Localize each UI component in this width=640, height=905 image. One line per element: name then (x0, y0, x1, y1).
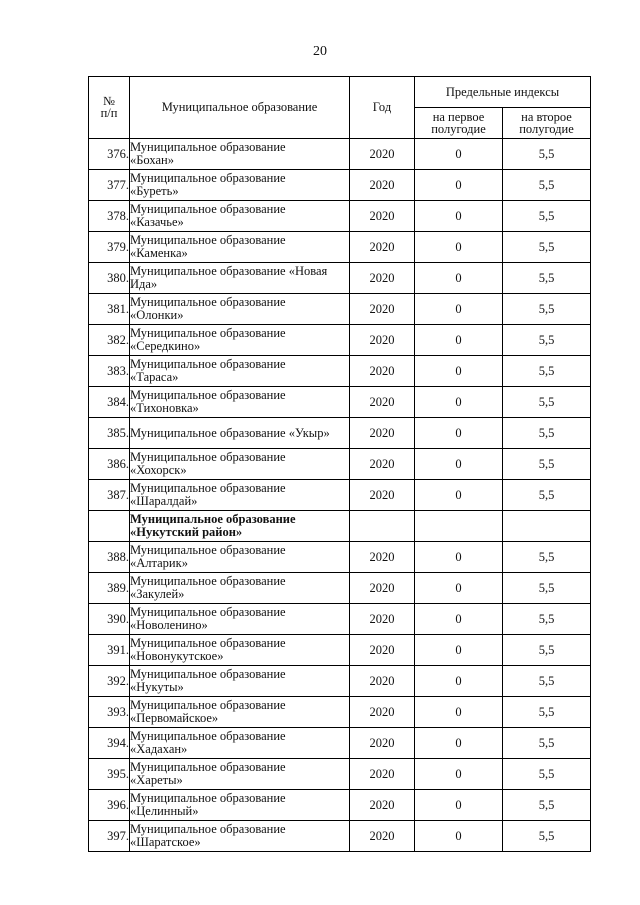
second-half-index: 5,5 (503, 666, 591, 697)
year-cell: 2020 (350, 387, 415, 418)
table-row (89, 170, 591, 201)
year-cell (350, 511, 415, 542)
table-row (89, 542, 591, 573)
row-number: 394. (89, 728, 130, 759)
second-half-index: 5,5 (503, 604, 591, 635)
row-number: 378. (89, 201, 130, 232)
first-half-index: 0 (415, 387, 503, 418)
first-half-index: 0 (415, 573, 503, 604)
table-row (89, 604, 591, 635)
header-name (130, 77, 350, 139)
year-cell: 2020 (350, 728, 415, 759)
header-year-label: Год (372, 100, 392, 114)
row-number: 397. (89, 821, 130, 852)
municipality-name: Муниципальное образование «Хохорск» (130, 449, 350, 480)
municipality-name: Муниципальное образование «Хадахан» (130, 728, 350, 759)
year-cell: 2020 (350, 170, 415, 201)
first-half-index: 0 (415, 821, 503, 852)
second-half-index: 5,5 (503, 387, 591, 418)
table-row (89, 573, 591, 604)
second-half-index: 5,5 (503, 542, 591, 573)
second-half-index: 5,5 (503, 294, 591, 325)
table-row (89, 294, 591, 325)
table-row (89, 325, 591, 356)
year-cell: 2020 (350, 201, 415, 232)
year-cell: 2020 (350, 697, 415, 728)
header-second-half-label: на второе полугодие (519, 110, 574, 136)
first-half-index: 0 (415, 449, 503, 480)
second-half-index: 5,5 (503, 728, 591, 759)
table-row (89, 139, 591, 170)
first-half-index: 0 (415, 759, 503, 790)
row-number: 382. (89, 325, 130, 356)
first-half-index: 0 (415, 728, 503, 759)
second-half-index: 5,5 (503, 821, 591, 852)
municipality-name: Муниципальное образование «Шаралдай» (130, 480, 350, 511)
header-num (89, 77, 130, 139)
table-row (89, 356, 591, 387)
page-number: 20 (313, 44, 327, 59)
second-half-index: 5,5 (503, 449, 591, 480)
year-cell: 2020 (350, 356, 415, 387)
group-row (89, 511, 591, 542)
year-cell: 2020 (350, 263, 415, 294)
second-half-index: 5,5 (503, 480, 591, 511)
year-cell: 2020 (350, 759, 415, 790)
row-number: 396. (89, 790, 130, 821)
municipality-name: Муниципальное образование «Новая Ида» (130, 263, 350, 294)
second-half-index: 5,5 (503, 418, 591, 449)
municipality-name: Муниципальное образование «Нукутский район» (130, 511, 350, 542)
year-cell: 2020 (350, 635, 415, 666)
year-cell: 2020 (350, 139, 415, 170)
table-row (89, 821, 591, 852)
row-number (89, 511, 130, 542)
year-cell: 2020 (350, 294, 415, 325)
year-cell: 2020 (350, 418, 415, 449)
municipality-name: Муниципальное образование «Хареты» (130, 759, 350, 790)
table-row (89, 759, 591, 790)
table-row (89, 201, 591, 232)
year-cell: 2020 (350, 480, 415, 511)
year-cell: 2020 (350, 449, 415, 480)
table-row (89, 232, 591, 263)
table-row (89, 449, 591, 480)
municipality-name: Муниципальное образование «Буреть» (130, 170, 350, 201)
municipality-name: Муниципальное образование «Середкино» (130, 325, 350, 356)
second-half-index: 5,5 (503, 201, 591, 232)
first-half-index (415, 511, 503, 542)
second-half-index: 5,5 (503, 635, 591, 666)
first-half-index: 0 (415, 356, 503, 387)
year-cell: 2020 (350, 573, 415, 604)
table-row (89, 666, 591, 697)
table-row (89, 697, 591, 728)
year-cell: 2020 (350, 790, 415, 821)
row-number: 377. (89, 170, 130, 201)
table-row (89, 728, 591, 759)
municipality-name: Муниципальное образование «Закулей» (130, 573, 350, 604)
year-cell: 2020 (350, 821, 415, 852)
first-half-index: 0 (415, 139, 503, 170)
municipality-name: Муниципальное образование «Укыр» (130, 418, 350, 449)
year-cell: 2020 (350, 542, 415, 573)
table-header-row (89, 77, 591, 108)
first-half-index: 0 (415, 263, 503, 294)
second-half-index: 5,5 (503, 573, 591, 604)
header-indices (415, 77, 591, 108)
first-half-index: 0 (415, 232, 503, 263)
first-half-index: 0 (415, 604, 503, 635)
municipality-name: Муниципальное образование «Новонукутское» (130, 635, 350, 666)
municipality-name: Муниципальное образование «Казачье» (130, 201, 350, 232)
second-half-index (503, 511, 591, 542)
second-half-index: 5,5 (503, 356, 591, 387)
row-number: 385. (89, 418, 130, 449)
second-half-index: 5,5 (503, 697, 591, 728)
second-half-index: 5,5 (503, 325, 591, 356)
row-number: 390. (89, 604, 130, 635)
year-cell: 2020 (350, 325, 415, 356)
header-year (350, 77, 415, 139)
year-cell: 2020 (350, 232, 415, 263)
year-cell: 2020 (350, 604, 415, 635)
table-row (89, 387, 591, 418)
row-number: 392. (89, 666, 130, 697)
header-num-label: № п/п (100, 93, 118, 120)
row-number: 379. (89, 232, 130, 263)
municipality-name: Муниципальное образование «Каменка» (130, 232, 350, 263)
municipality-name: Муниципальное образование «Первомайское» (130, 697, 350, 728)
row-number: 391. (89, 635, 130, 666)
first-half-index: 0 (415, 542, 503, 573)
row-number: 376. (89, 139, 130, 170)
first-half-index: 0 (415, 666, 503, 697)
first-half-index: 0 (415, 697, 503, 728)
second-half-index: 5,5 (503, 232, 591, 263)
municipality-name: Муниципальное образование «Шаратское» (130, 821, 350, 852)
municipality-name: Муниципальное образование «Алтарик» (130, 542, 350, 573)
first-half-index: 0 (415, 790, 503, 821)
municipality-name: Муниципальное образование «Нукуты» (130, 666, 350, 697)
second-half-index: 5,5 (503, 170, 591, 201)
row-number: 384. (89, 387, 130, 418)
second-half-index: 5,5 (503, 759, 591, 790)
first-half-index: 0 (415, 635, 503, 666)
municipality-name: Муниципальное образование «Новоленино» (130, 604, 350, 635)
first-half-index: 0 (415, 294, 503, 325)
row-number: 386. (89, 449, 130, 480)
table-row (89, 635, 591, 666)
table-body (89, 139, 591, 852)
header-indices-label: Предельные индексы (445, 84, 560, 99)
second-half-index: 5,5 (503, 263, 591, 294)
first-half-index: 0 (415, 170, 503, 201)
year-cell: 2020 (350, 666, 415, 697)
municipality-name: Муниципальное образование «Тараса» (130, 356, 350, 387)
table-row (89, 480, 591, 511)
municipality-name: Муниципальное образование «Тихоновка» (130, 387, 350, 418)
first-half-index: 0 (415, 325, 503, 356)
municipality-name: Муниципальное образование «Целинный» (130, 790, 350, 821)
table-row (89, 790, 591, 821)
row-number: 380. (89, 263, 130, 294)
header-second-half (503, 108, 591, 139)
header-first-half (415, 108, 503, 139)
first-half-index: 0 (415, 480, 503, 511)
municipality-name: Муниципальное образование «Олонки» (130, 294, 350, 325)
municipality-name: Муниципальное образование «Бохан» (130, 139, 350, 170)
header-name-label: Муниципальное образование (161, 100, 318, 114)
header-first-half-label: на первое полугодие (431, 110, 486, 136)
row-number: 388. (89, 542, 130, 573)
row-number: 383. (89, 356, 130, 387)
second-half-index: 5,5 (503, 139, 591, 170)
row-number: 381. (89, 294, 130, 325)
row-number: 387. (89, 480, 130, 511)
second-half-index: 5,5 (503, 790, 591, 821)
row-number: 395. (89, 759, 130, 790)
row-number: 393. (89, 697, 130, 728)
table-row (89, 418, 591, 449)
first-half-index: 0 (415, 418, 503, 449)
first-half-index: 0 (415, 201, 503, 232)
indices-table (88, 76, 591, 852)
row-number: 389. (89, 573, 130, 604)
table-row (89, 263, 591, 294)
